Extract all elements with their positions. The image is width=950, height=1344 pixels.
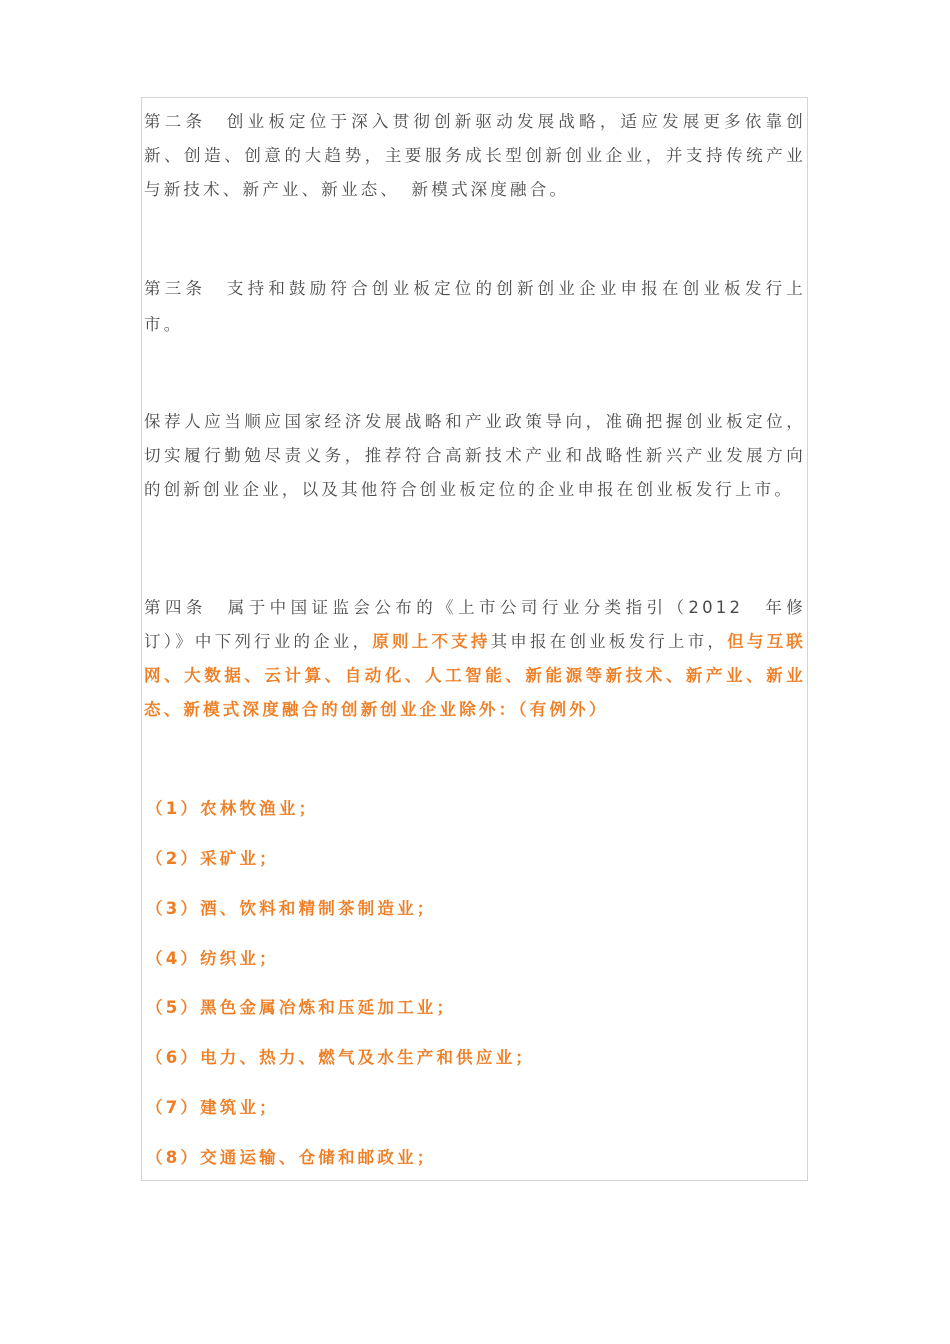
industry-list-item: （3）酒、饮料和精制茶制造业；	[146, 899, 437, 918]
industry-list-item: （7）建筑业；	[146, 1098, 279, 1117]
article-4-intro: 第四条 属于中国证监会公布的《上市公司行业分类指引（2012 年修订）》中下列行业的企业，	[144, 598, 806, 651]
article-3-paragraph	[144, 271, 806, 343]
industry-list-item: （5）黑色金属冶炼和压延加工业；	[146, 998, 457, 1017]
industry-list-item: （1）农林牧渔业；	[146, 799, 319, 818]
article-3-text: 第三条 支持和鼓励符合创业板定位的创新创业企业申报在创业板发行上市。	[144, 279, 806, 334]
industry-list-item: （8）交通运输、仓储和邮政业；	[146, 1148, 437, 1167]
industry-list-item: （6）电力、热力、燃气及水生产和供应业；	[146, 1048, 535, 1067]
article-4-middle: 其申报在创业板发行上市，	[490, 632, 728, 651]
article-4-paragraph	[144, 591, 806, 727]
industry-list-item: （4）纺织业；	[146, 949, 279, 968]
article-4-exception-text: 但与互联网、大数据、云计算、自动化、人工智能、新能源等新技术、新产业、新业态、新模式深度融合的创新创业企业除外：（有例外）	[144, 632, 806, 719]
article-2-text: 第二条 创业板定位于深入贯彻创新驱动发展战略，适应发展更多依靠创新、创造、创意的大趋势，主要服务成长型创新创业企业，并支持传统产业与新技术、新产业、新业态、 新模式深度融合。	[144, 112, 806, 199]
article-4-not-supported-emphasis: 原则上不支持	[372, 632, 491, 651]
sponsor-text: 保荐人应当顺应国家经济发展战略和产业政策导向，准确把握创业板定位，切实履行勤勉尽责义务，推荐符合高新技术产业和战略性新兴产业发展方向的创新创业企业，以及其他符合创业板定位的企业申报在创业板发行上市。	[144, 412, 806, 499]
article-2-paragraph	[144, 105, 806, 207]
sponsor-paragraph	[144, 405, 806, 507]
industry-list-item: （2）采矿业；	[146, 849, 279, 868]
